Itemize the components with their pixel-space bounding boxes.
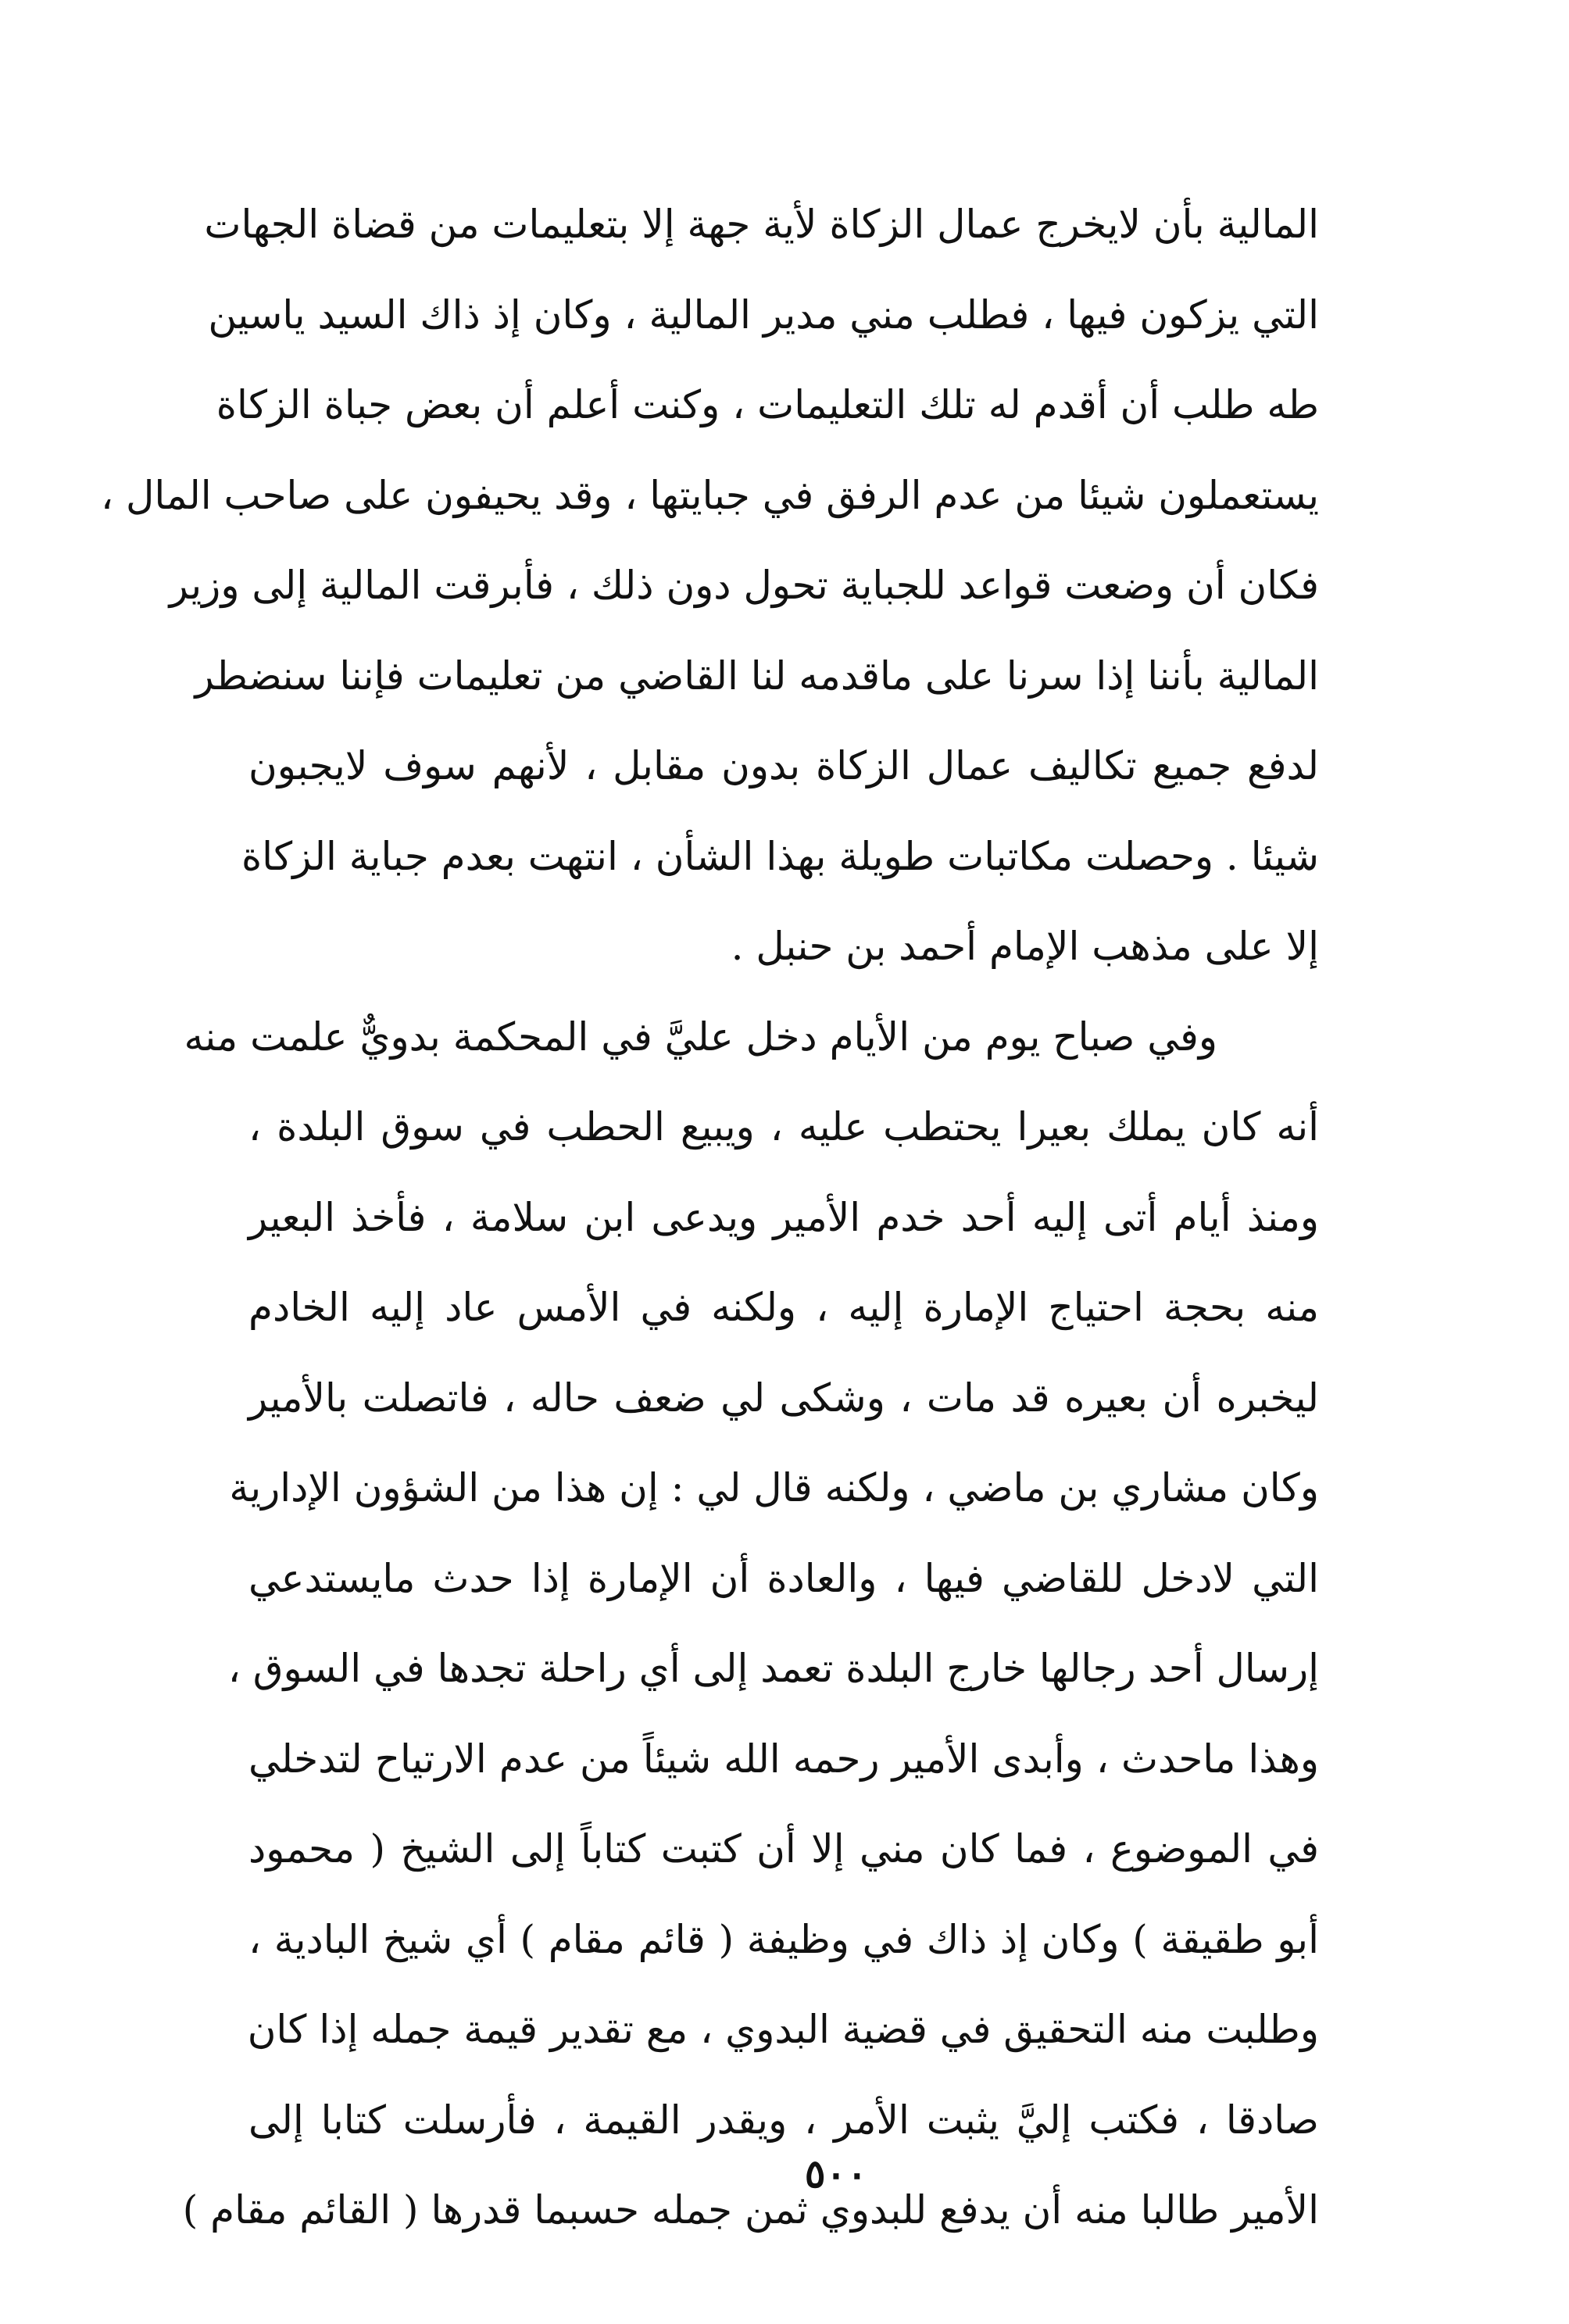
text-line: فكان أن وضعت قواعد للجباية تحول دون ذلك ، فأبرقت المالية إلى وزير: [169, 563, 1319, 608]
text-line: شيئا . وحصلت مكاتبات طويلة بهذا الشأن ، انتهت بعدم جباية الزكاة: [241, 833, 1319, 879]
body-text: [101, 180, 1319, 2256]
text-line: التي يزكون فيها ، فطلب مني مدير المالية ، وكان إذ ذاك السيد ياسين: [208, 291, 1319, 338]
text-line: ليخبره أن بعيره قد مات ، وشكى لي ضعف حاله ، فاتصلت بالأمير: [248, 1375, 1319, 1421]
text-line: ومنذ أيام أتى إليه أحد خدم الأمير ويدعى ابن سلامة ، فأخذ البعير: [248, 1194, 1319, 1240]
text-line: أبو طقيقة ) وكان إذ ذاك في وظيفة ( قائم مقام ) أي شيخ البادية ،: [248, 1916, 1319, 1962]
text-line: أنه كان يملك بعيرا يحتطب عليه ، ويبيع الحطب في سوق البلدة ،: [248, 1104, 1319, 1149]
text-line: وكان مشاري بن ماضي ، ولكنه قال لي : إن هذا من الشؤون الإدارية: [229, 1465, 1319, 1511]
text-line: وهذا ماحدث ، وأبدى الأمير رحمه الله شيئاً من عدم الارتياح لتدخلي: [248, 1736, 1319, 1782]
text-line: في الموضوع ، فما كان مني إلا أن كتبت كتاباً إلى الشيخ ( محمود: [248, 1826, 1319, 1872]
text-line: يستعملون شيئا من عدم الرفق في جبايتها ، وقد يحيفون على صاحب المال ،: [101, 472, 1319, 518]
text-line: المالية بأننا إذا سرنا على ماقدمه لنا القاضي من تعليمات فإننا سنضطر: [195, 653, 1319, 699]
text-line: التي لادخل للقاضي فيها ، والعادة أن الإمارة إذا حدث مايستدعي: [248, 1555, 1319, 1601]
text-line: طه طلب أن أقدم له تلك التعليمات ، وكنت أعلم أن بعض جباة الزكاة: [216, 382, 1319, 427]
text-line: إرسال أحد رجالها خارج البلدة تعمد إلى أي راحلة تجدها في السوق ،: [227, 1646, 1319, 1691]
text-line: المالية بأن لايخرج عمال الزكاة لأية جهة إلا بتعليمات من قضاة الجهات: [204, 202, 1319, 247]
page-number: ٥٠٠: [804, 2151, 868, 2197]
text-line: الأمير طالبا منه أن يدفع للبدوي ثمن جمله حسبما قدرها ( القائم مقام ): [182, 2187, 1319, 2233]
text-line: صادقا ، فكتب إليَّ يثبت الأمر ، ويقدر القيمة ، فأرسلت كتابا إلى: [248, 2097, 1319, 2143]
paragraph-start-line: وفي صباح يوم من الأيام دخل عليَّ في المحكمة بدويٌّ علمت منه: [184, 1014, 1217, 1060]
text-line: وطلبت منه التحقيق في قضية البدوي ، مع تقدير قيمة جمله إذا كان: [247, 2007, 1319, 2052]
text-line: منه بحجة احتياج الإمارة إليه ، ولكنه في الأمس عاد إليه الخادم: [248, 1285, 1319, 1330]
text-line: لدفع جميع تكاليف عمال الزكاة بدون مقابل ، لأنهم سوف لايجبون: [248, 743, 1319, 788]
paragraph-end-line: إلا على مذهب الإمام أحمد بن حنبل .: [731, 924, 1319, 969]
